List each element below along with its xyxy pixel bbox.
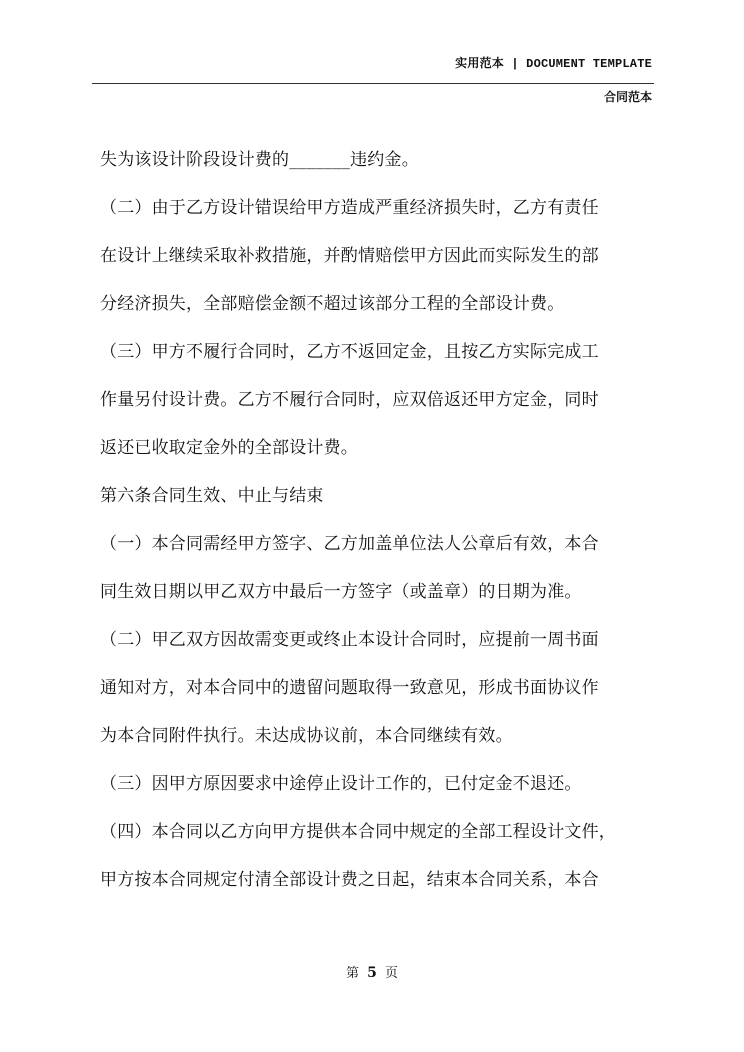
page-number: 5	[367, 965, 377, 981]
page-footer	[0, 962, 744, 981]
paragraph-line: 为本合同附件执行。未达成协议前，本合同继续有效。	[100, 726, 513, 746]
section-heading: 第六条合同生效、中止与结束	[100, 486, 324, 506]
header-title: 实用范本 | DOCUMENT TEMPLATE	[455, 57, 652, 71]
header-subtitle: 合同范本	[603, 90, 652, 104]
paragraph-line: 通知对方，对本合同中的遗留问题取得一致意见，形成书面协议作	[100, 678, 599, 698]
paragraph-line: （二）由于乙方设计错误给甲方造成严重经济损失时，乙方有责任	[100, 198, 599, 218]
footer-suffix: 页	[385, 966, 399, 981]
paragraph-line: 同生效日期以甲乙双方中最后一方签字（或盖章）的日期为准。	[100, 582, 582, 602]
paragraph-line: 在设计上继续采取补救措施，并酌情赔偿甲方因此而实际发生的部	[100, 246, 599, 266]
paragraph-line: （四）本合同以乙方向甲方提供本合同中规定的全部工程设计文件，	[100, 822, 616, 842]
paragraph-line: 作量另付设计费。乙方不履行合同时，应双倍返还甲方定金，同时	[100, 390, 599, 410]
paragraph-line: （一）本合同需经甲方签字、乙方加盖单位法人公章后有效，本合	[100, 534, 599, 554]
paragraph-line: 返还已收取定金外的全部设计费。	[100, 438, 358, 458]
paragraph-line: 失为该设计阶段设计费的_______违约金。	[100, 150, 419, 170]
paragraph-line: （二）甲乙双方因故需变更或终止本设计合同时，应提前一周书面	[100, 630, 599, 650]
paragraph-line: 分经济损失，全部赔偿金额不超过该部分工程的全部设计费。	[100, 294, 565, 314]
paragraph-line: 甲方按本合同规定付清全部设计费之日起，结束本合同关系，本合	[100, 870, 599, 890]
document-body	[100, 136, 660, 904]
paragraph-line: （三）甲方不履行合同时，乙方不返回定金，且按乙方实际完成工	[100, 342, 599, 362]
paragraph-line: （三）因甲方原因要求中途停止设计工作的，已付定金不退还。	[100, 774, 582, 794]
footer-prefix: 第	[345, 966, 359, 981]
header-divider	[92, 83, 654, 84]
